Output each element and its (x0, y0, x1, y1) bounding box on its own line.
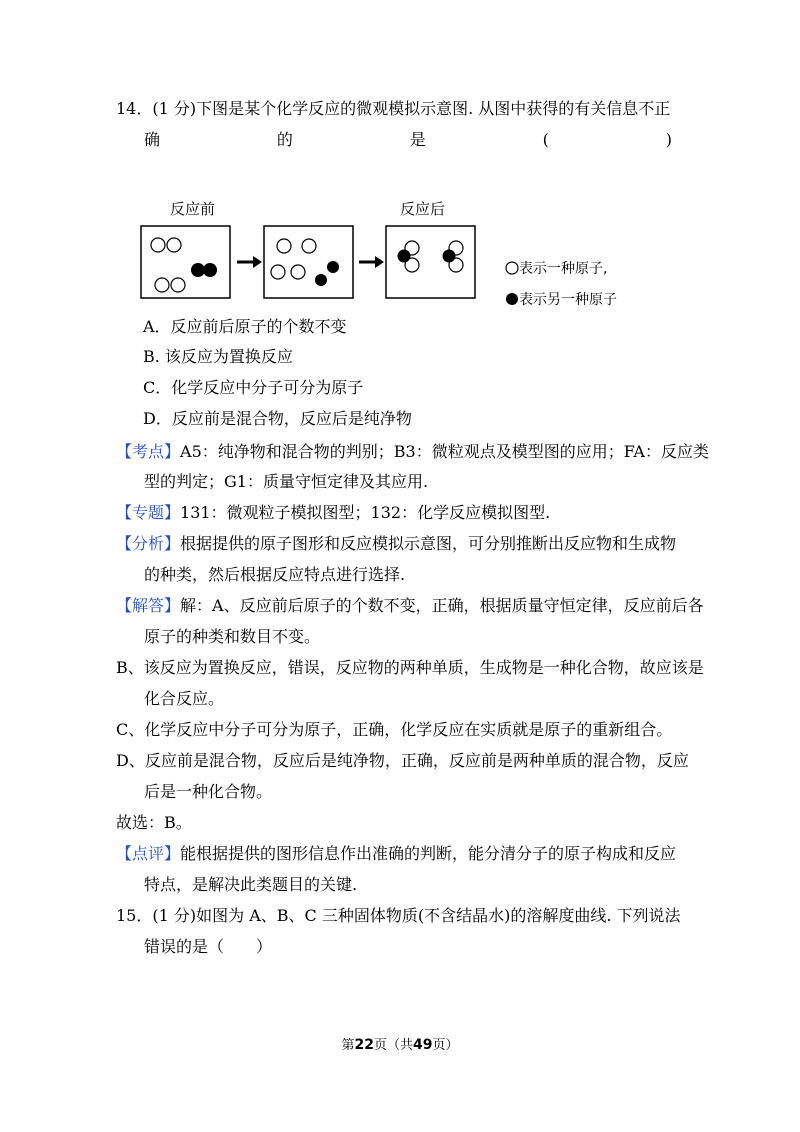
fenxi-line1 (116, 533, 676, 555)
label-before-reaction: 反应前 (170, 200, 216, 218)
answer-b-line1: B、该反应为置换反应，错误，反应物的两种单质，生成物是一种化合物，故应该是 (116, 658, 704, 677)
q14-stem-word-3: 是 (409, 130, 426, 149)
q15-stem-line1: 15．(1 分)如图为 A、B、C 三种固体物质(不含结晶水)的溶解度曲线. 下列说法 (116, 906, 681, 925)
legend (506, 260, 617, 308)
q15-stem-line2: 错误的是（ ） (144, 937, 273, 956)
answer-d-line1: D、反应前是混合物，反应后是纯净物，正确，反应前是两种单质的混合物，反应 (116, 751, 689, 770)
box-before (141, 226, 230, 298)
dianping-text-1: 能根据提供的图形信息作出准确的判断，能分清分子的原子构成和反应 (180, 844, 677, 863)
footer-mid: 页（共 (373, 1038, 413, 1053)
reaction-diagram (140, 198, 660, 318)
q14-stem-line1: 14．(1 分)下图是某个化学反应的微观模拟示意图. 从图中获得的有关信息不正 (116, 99, 671, 118)
kaodian-line1 (116, 441, 709, 463)
zhuanti-tag: 【专题】 (116, 503, 181, 522)
jieda-text-1: 解：A、反应前后原子的个数不变，正确，根据质量守恒定律，反应前后各 (180, 596, 704, 615)
arrow-2 (359, 256, 384, 268)
q14-option-c: C．化学反应中分子可分为原子 (143, 378, 364, 397)
dianping-tag: 【点评】 (116, 844, 181, 863)
q14-stem-paren-open: ( (542, 130, 549, 149)
kaodian-tag: 【考点】 (116, 442, 181, 461)
footer-suffix: 页） (432, 1038, 459, 1053)
kaodian-text-1: A5：纯净物和混合物的判别；B3：微粒观点及模型图的应用；FA：反应类 (180, 442, 709, 461)
box-after (386, 226, 475, 298)
arrow-1 (237, 256, 262, 268)
legend-white-label: 表示一种原子, (519, 261, 608, 277)
label-after-reaction: 反应后 (400, 200, 446, 218)
answer-c-line: C、化学反应中分子可分为原子，正确，化学反应在实质就是原子的重新组合。 (116, 720, 673, 739)
q14-stem-word-1: 确 (144, 130, 161, 149)
box-middle (264, 226, 353, 298)
fenxi-tag: 【分析】 (116, 534, 181, 553)
q14-option-d: D．反应前是混合物，反应后是纯净物 (143, 409, 412, 428)
footer-page-number: 22 (354, 1037, 374, 1053)
fenxi-line2: 的种类，然后根据反应特点进行选择. (144, 565, 406, 584)
legend-black-label: 表示另一种原子 (519, 292, 617, 308)
footer-prefix: 第 (341, 1038, 355, 1053)
kaodian-line2: 型的判定；G1：质量守恒定律及其应用. (144, 472, 429, 491)
jieda-line1 (116, 595, 704, 617)
jieda-tag: 【解答】 (116, 596, 181, 615)
fenxi-text-1: 根据提供的原子图形和反应模拟示意图，可分别推断出反应物和生成物 (180, 534, 677, 553)
dianping-line1 (116, 843, 676, 865)
legend-black-atom-icon (506, 293, 518, 305)
dianping-line2: 特点，是解决此类题目的关键. (144, 875, 358, 894)
legend-white-atom-icon (506, 262, 518, 274)
q14-stem-word-2: 的 (276, 130, 293, 149)
q14-stem-line2 (144, 129, 672, 151)
final-answer: 故选：B。 (116, 813, 192, 832)
zhuanti-text: 131：微观粒子模拟图型；132：化学反应模拟图型. (180, 503, 551, 522)
page-footer (0, 1034, 800, 1053)
q14-stem-paren-close: ) (665, 130, 672, 149)
zhuanti-line (116, 502, 550, 524)
answer-b-line2: 化合反应。 (144, 689, 225, 708)
answer-d-line2: 后是一种化合物。 (144, 782, 273, 801)
jieda-line2: 原子的种类和数目不变。 (144, 627, 321, 646)
footer-total-pages: 49 (413, 1037, 433, 1053)
q14-option-a: A．反应前后原子的个数不变 (143, 317, 347, 336)
q14-option-b: B. 该反应为置换反应 (143, 347, 293, 366)
